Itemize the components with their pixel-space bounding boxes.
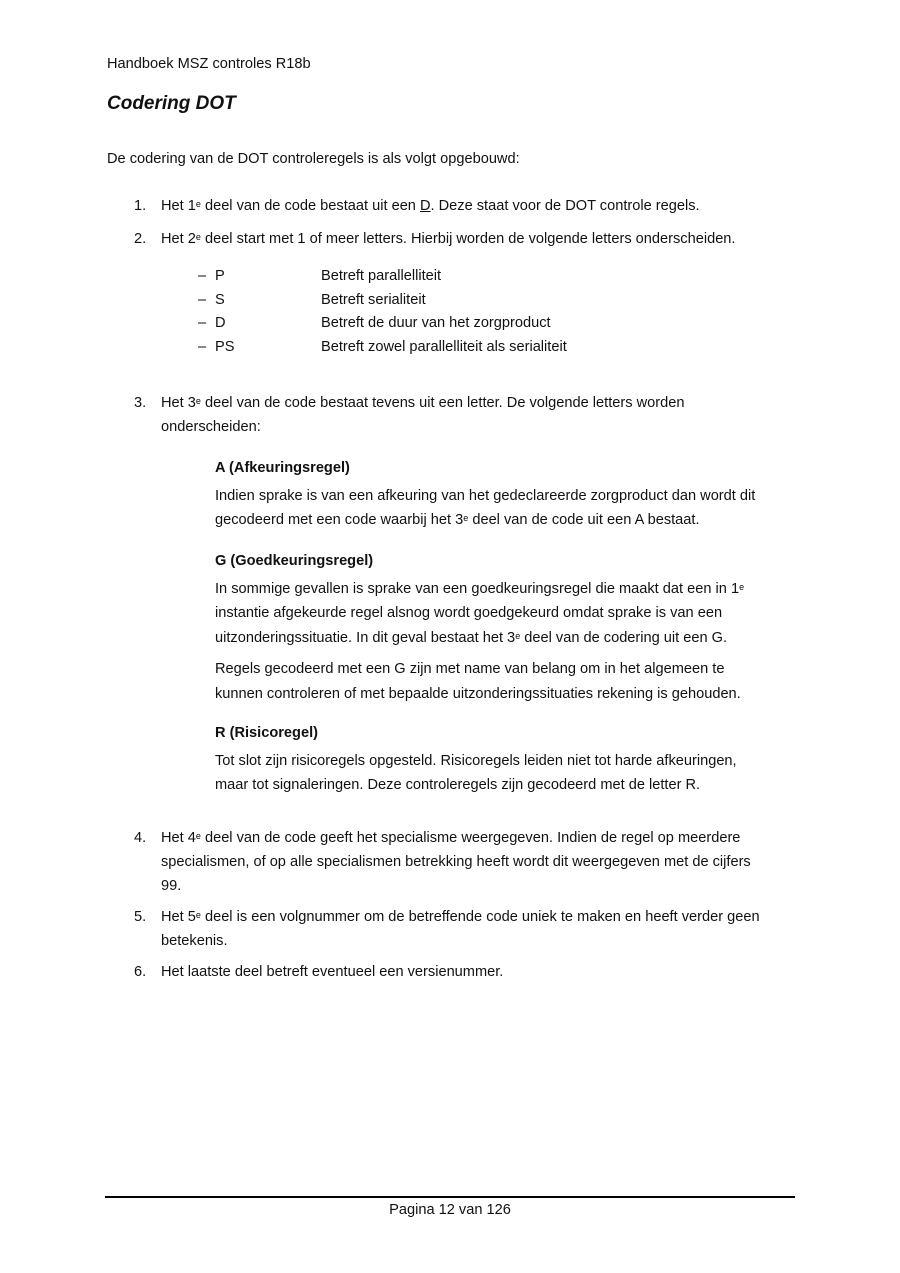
dash-bullet: – — [198, 268, 207, 284]
item-text: Het 4e deel van de code geeft het specialisme weergegeven. Indien de regel op meerdere specialismen, of op alle specialismen betrekking heeft wordt dit weergegeven met de cijfers 99. — [161, 830, 751, 894]
page-number: Pagina 12 van 126 — [389, 1202, 511, 1218]
letter-description: Betreft parallelliteit — [321, 268, 442, 284]
item-number: 2. — [134, 231, 147, 247]
subsection-heading: R (Risicoregel) — [215, 725, 318, 741]
letter-description: Betreft de duur van het zorgproduct — [321, 315, 551, 331]
footer-divider — [105, 1196, 795, 1198]
item-number: 3. — [134, 395, 147, 411]
letter-description: Betreft zowel parallelliteit als serialiteit — [321, 339, 567, 355]
intro-paragraph: De codering van de DOT controleregels is als volgt opgebouwd: — [107, 151, 520, 167]
letter-code: S — [215, 292, 225, 308]
item-text: Het 5e deel is een volgnummer om de betreffende code uniek te maken en heeft verder geen betekenis. — [161, 909, 760, 949]
underlined-letter: D — [419, 198, 431, 214]
item-text: Het 1e deel van de code bestaat uit een D. Deze staat voor de DOT controle regels. — [161, 198, 700, 214]
item-number: 5. — [134, 909, 147, 925]
item-text: Het laatste deel betreft eventueel een versienummer. — [161, 964, 504, 980]
item-number: 6. — [134, 964, 147, 980]
letter-code: D — [215, 315, 226, 331]
letter-description: Betreft serialiteit — [321, 292, 426, 308]
item-number: 4. — [134, 830, 147, 846]
item-number: 1. — [134, 198, 147, 214]
item-text: Het 3e deel van de code bestaat tevens uit een letter. De volgende letters worden onderscheiden: — [161, 395, 685, 435]
dash-bullet: – — [198, 339, 207, 355]
dash-bullet: – — [198, 292, 207, 308]
letter-code: PS — [215, 339, 235, 355]
subsection-afkeuring: A (Afkeuringsregel) Indien sprake is van een afkeuring van het gedeclareerde zorgproduct dan wordt dit gecodeerd met een code waarbij het 3e deel van de code uit een A bestaat. — [215, 456, 755, 533]
subsection-heading: A (Afkeuringsregel) — [215, 460, 350, 476]
section-title: Codering DOT — [107, 93, 236, 114]
subsection-risico: R (Risicoregel) Tot slot zijn risicoregels opgesteld. Risicoregels leiden niet tot harde afkeuringen, maar tot signaleringen. Deze controleregels zijn gecodeerd met de letter R. — [215, 721, 737, 798]
item-text: Het 2e deel start met 1 of meer letters. Hierbij worden de volgende letters onderscheiden. — [161, 231, 736, 247]
subsection-heading: G (Goedkeuringsregel) — [215, 553, 374, 569]
running-header: Handboek MSZ controles R18b — [107, 56, 311, 72]
subsection-goedkeuring: G (Goedkeuringsregel) In sommige gevallen is sprake van een goedkeuringsregel die maakt dat een in 1e instantie afgekeurde regel alsnog wordt goedgekeurd omdat sprake is van een uitzonderingssituatie. In dit geval bestaat het 3e deel van de codering uit een G. Regels gecodeerd met een G zijn met name van belang om in het algemeen te kunnen controleren of met bepaalde uitzonderingssituaties rekening is gehouden. — [215, 549, 744, 706]
letter-code: P — [215, 268, 225, 284]
dash-bullet: – — [198, 315, 207, 331]
